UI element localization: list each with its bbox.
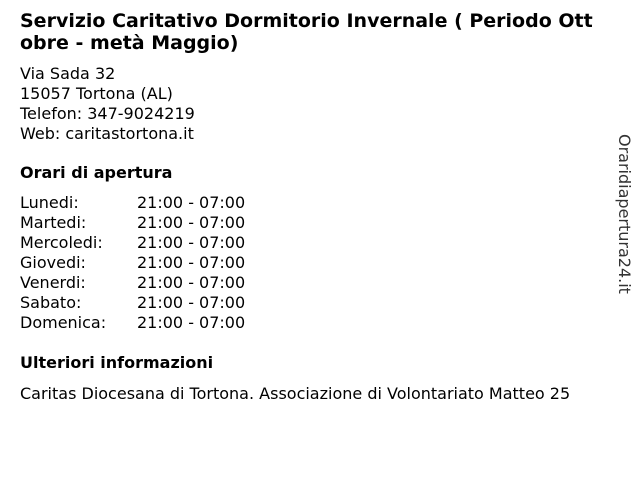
page-title — [20, 10, 620, 54]
hours-day: Martedi: — [20, 213, 87, 232]
additional-info-text: Caritas Diocesana di Tortona. Associazione di Volontariato Matteo 25 — [20, 384, 571, 403]
hours-day: Sabato: — [20, 293, 82, 312]
opening-hours-heading: Orari di apertura — [20, 163, 173, 182]
hours-row-thursday — [20, 253, 245, 273]
hours-row-wednesday — [20, 233, 245, 253]
page-title-line-1: Servizio Caritativo Dormitorio Invernale ( Periodo Ott — [20, 10, 593, 32]
hours-day: Mercoledi: — [20, 233, 103, 252]
hours-day: Lunedi: — [20, 193, 79, 212]
hours-row-sunday — [20, 313, 245, 333]
city-address: 15057 Tortona (AL) — [20, 84, 173, 103]
hours-time: 21:00 - 07:00 — [137, 313, 246, 332]
page-title-line-2: obre - metà Maggio) — [20, 32, 239, 54]
hours-day: Domenica: — [20, 313, 107, 332]
address-block — [20, 64, 195, 144]
hours-time: 21:00 - 07:00 — [137, 293, 246, 312]
additional-info-heading: Ulteriori informazioni — [20, 353, 214, 372]
hours-day: Venerdi: — [20, 273, 86, 292]
phone-number: Telefon: 347-9024219 — [20, 104, 195, 123]
street-address: Via Sada 32 — [20, 64, 116, 83]
hours-row-friday — [20, 273, 245, 293]
hours-time: 21:00 - 07:00 — [137, 193, 246, 212]
hours-time: 21:00 - 07:00 — [137, 273, 246, 292]
hours-row-monday — [20, 193, 245, 213]
hours-time: 21:00 - 07:00 — [137, 213, 246, 232]
website: Web: caritastortona.it — [20, 124, 194, 143]
opening-hours-table — [20, 193, 245, 333]
hours-row-saturday — [20, 293, 245, 313]
site-watermark: Oraridiapertura24.it — [615, 134, 634, 294]
hours-day: Giovedi: — [20, 253, 86, 272]
hours-row-tuesday — [20, 213, 245, 233]
hours-time: 21:00 - 07:00 — [137, 233, 246, 252]
hours-time: 21:00 - 07:00 — [137, 253, 246, 272]
